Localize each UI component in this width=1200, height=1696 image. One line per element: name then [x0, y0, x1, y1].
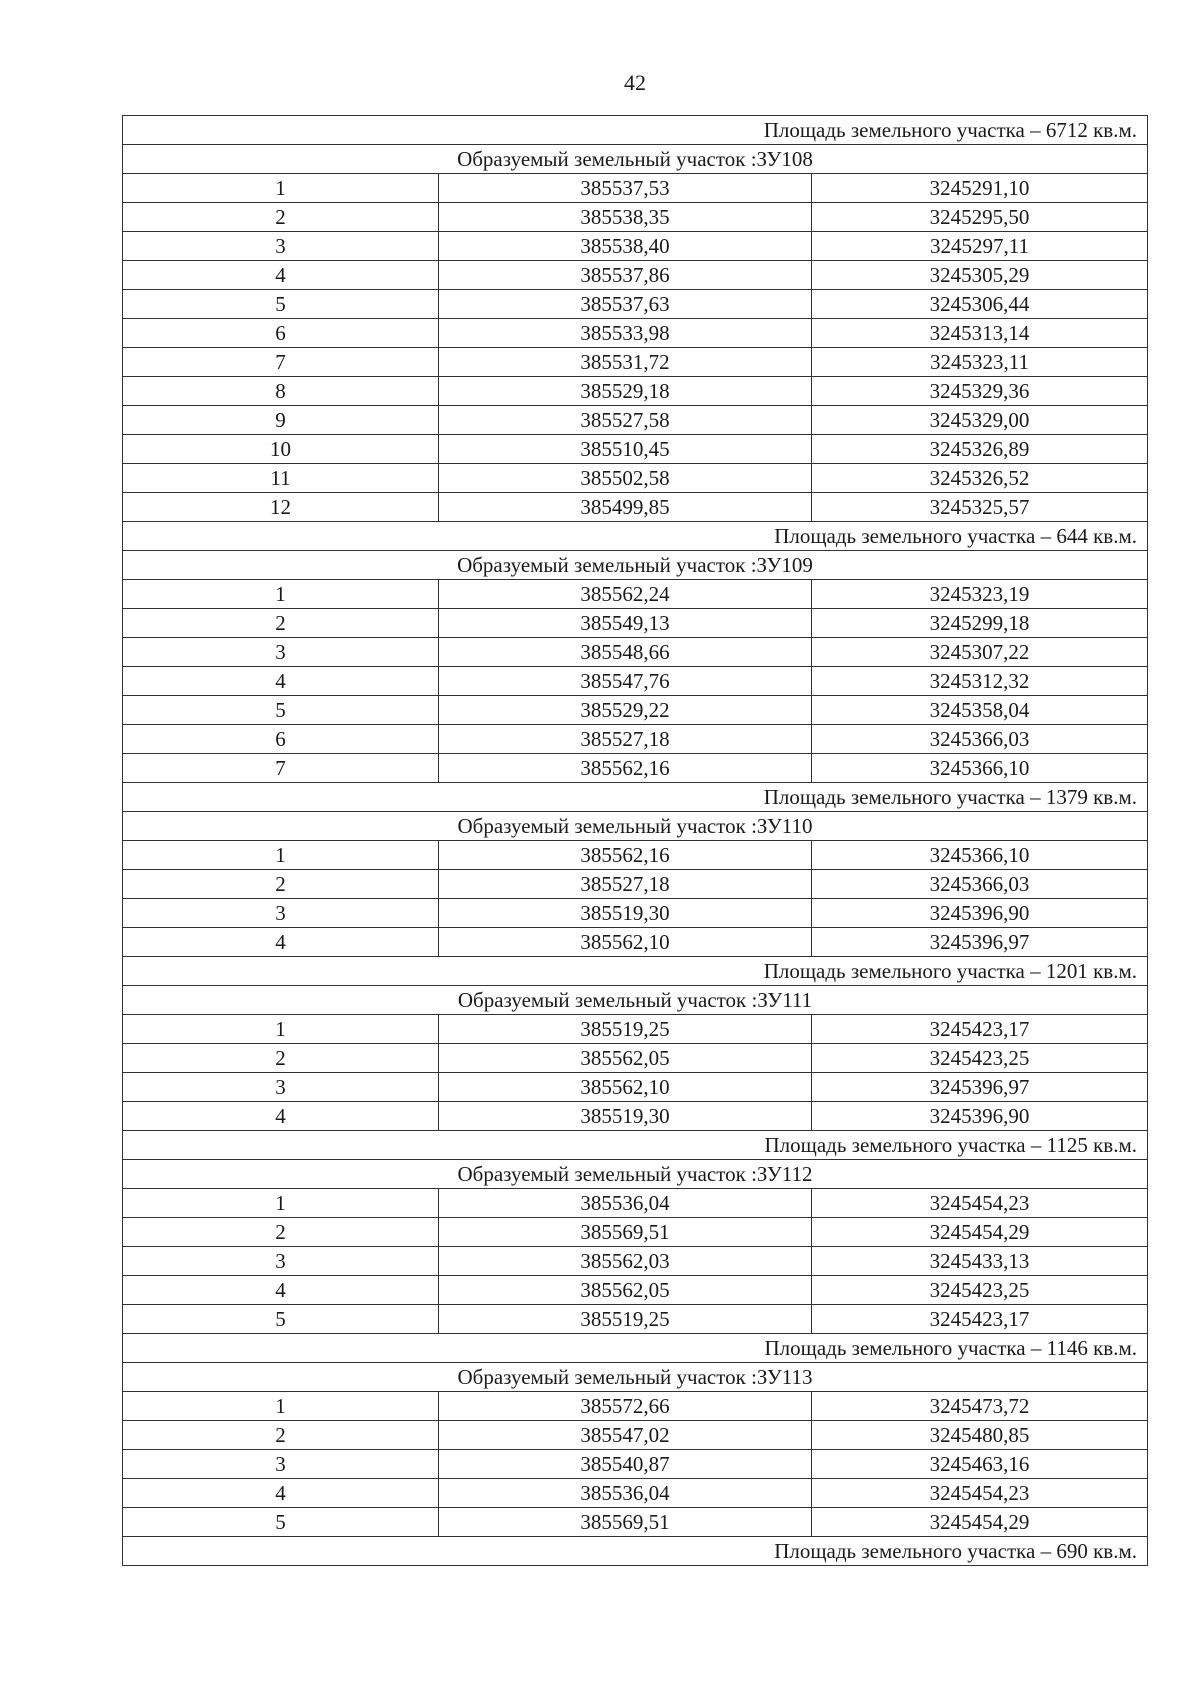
point-number: 1: [123, 1392, 439, 1421]
page-number: 42: [624, 70, 646, 95]
x-coordinate: 385562,03: [439, 1247, 812, 1276]
x-coordinate: 385569,51: [439, 1508, 812, 1537]
area-row: [123, 1537, 1148, 1566]
coordinate-row: [123, 1392, 1148, 1421]
point-number: 1: [123, 174, 439, 203]
point-number: 1: [123, 1189, 439, 1218]
point-number: 4: [123, 667, 439, 696]
y-coordinate: 3245396,90: [812, 1102, 1148, 1131]
x-coordinate: 385527,18: [439, 870, 812, 899]
coordinate-row: [123, 899, 1148, 928]
y-coordinate: 3245396,97: [812, 928, 1148, 957]
point-number: 1: [123, 841, 439, 870]
y-coordinate: 3245326,52: [812, 464, 1148, 493]
point-number: 5: [123, 696, 439, 725]
point-number: 3: [123, 1247, 439, 1276]
x-coordinate: 385527,18: [439, 725, 812, 754]
parcel-area-text: Площадь земельного участка – 1201 кв.м.: [123, 957, 1148, 986]
y-coordinate: 3245423,17: [812, 1015, 1148, 1044]
parcel-title-row: [123, 812, 1148, 841]
x-coordinate: 385562,05: [439, 1044, 812, 1073]
coordinate-row: [123, 1305, 1148, 1334]
coordinate-row: [123, 290, 1148, 319]
x-coordinate: 385536,04: [439, 1479, 812, 1508]
coordinate-row: [123, 580, 1148, 609]
x-coordinate: 385548,66: [439, 638, 812, 667]
x-coordinate: 385538,40: [439, 232, 812, 261]
x-coordinate: 385533,98: [439, 319, 812, 348]
y-coordinate: 3245396,90: [812, 899, 1148, 928]
y-coordinate: 3245423,17: [812, 1305, 1148, 1334]
y-coordinate: 3245366,03: [812, 725, 1148, 754]
coordinate-row: [123, 1508, 1148, 1537]
point-number: 1: [123, 580, 439, 609]
parcel-title: Образуемый земельный участок :ЗУ113: [123, 1363, 1148, 1392]
coordinate-row: [123, 1044, 1148, 1073]
y-coordinate: 3245473,72: [812, 1392, 1148, 1421]
y-coordinate: 3245454,23: [812, 1479, 1148, 1508]
parcel-title-row: [123, 1160, 1148, 1189]
point-number: 9: [123, 406, 439, 435]
point-number: 1: [123, 1015, 439, 1044]
x-coordinate: 385510,45: [439, 435, 812, 464]
point-number: 4: [123, 261, 439, 290]
point-number: 8: [123, 377, 439, 406]
parcel-area-text: Площадь земельного участка – 6712 кв.м.: [123, 116, 1148, 145]
y-coordinate: 3245463,16: [812, 1450, 1148, 1479]
coordinate-row: [123, 1276, 1148, 1305]
x-coordinate: 385569,51: [439, 1218, 812, 1247]
coordinate-row: [123, 1479, 1148, 1508]
point-number: 2: [123, 1218, 439, 1247]
coordinate-row: [123, 1073, 1148, 1102]
area-row: [123, 522, 1148, 551]
point-number: 2: [123, 609, 439, 638]
area-row: [123, 116, 1148, 145]
coordinate-row: [123, 725, 1148, 754]
coordinate-row: [123, 754, 1148, 783]
parcel-area-text: Площадь земельного участка – 1125 кв.м.: [123, 1131, 1148, 1160]
y-coordinate: 3245323,19: [812, 580, 1148, 609]
x-coordinate: 385572,66: [439, 1392, 812, 1421]
coordinate-row: [123, 203, 1148, 232]
x-coordinate: 385519,30: [439, 1102, 812, 1131]
parcel-title-row: [123, 1363, 1148, 1392]
y-coordinate: 3245325,57: [812, 493, 1148, 522]
point-number: 4: [123, 1102, 439, 1131]
point-number: 2: [123, 1044, 439, 1073]
y-coordinate: 3245423,25: [812, 1044, 1148, 1073]
x-coordinate: 385562,10: [439, 1073, 812, 1102]
point-number: 4: [123, 1276, 439, 1305]
y-coordinate: 3245454,29: [812, 1508, 1148, 1537]
y-coordinate: 3245291,10: [812, 174, 1148, 203]
x-coordinate: 385537,86: [439, 261, 812, 290]
parcel-area-text: Площадь земельного участка – 690 кв.м.: [123, 1537, 1148, 1566]
x-coordinate: 385519,25: [439, 1305, 812, 1334]
parcel-title: Образуемый земельный участок :ЗУ111: [123, 986, 1148, 1015]
y-coordinate: 3245366,03: [812, 870, 1148, 899]
y-coordinate: 3245323,11: [812, 348, 1148, 377]
point-number: 4: [123, 928, 439, 957]
parcel-title: Образуемый земельный участок :ЗУ110: [123, 812, 1148, 841]
coordinate-row: [123, 1450, 1148, 1479]
x-coordinate: 385562,10: [439, 928, 812, 957]
y-coordinate: 3245358,04: [812, 696, 1148, 725]
coordinate-row: [123, 928, 1148, 957]
x-coordinate: 385547,76: [439, 667, 812, 696]
x-coordinate: 385538,35: [439, 203, 812, 232]
point-number: 7: [123, 348, 439, 377]
coordinate-row: [123, 1247, 1148, 1276]
y-coordinate: 3245329,00: [812, 406, 1148, 435]
x-coordinate: 385519,30: [439, 899, 812, 928]
coordinate-row: [123, 435, 1148, 464]
parcel-title: Образуемый земельный участок :ЗУ109: [123, 551, 1148, 580]
x-coordinate: 385531,72: [439, 348, 812, 377]
coordinate-row: [123, 609, 1148, 638]
coordinate-row: [123, 1189, 1148, 1218]
coordinate-row: [123, 1421, 1148, 1450]
y-coordinate: 3245313,14: [812, 319, 1148, 348]
point-number: 2: [123, 203, 439, 232]
coordinates-table: [122, 115, 1148, 1566]
point-number: 3: [123, 232, 439, 261]
y-coordinate: 3245326,89: [812, 435, 1148, 464]
point-number: 2: [123, 870, 439, 899]
parcel-title-row: [123, 986, 1148, 1015]
parcel-area-text: Площадь земельного участка – 1146 кв.м.: [123, 1334, 1148, 1363]
x-coordinate: 385537,63: [439, 290, 812, 319]
area-row: [123, 1334, 1148, 1363]
x-coordinate: 385540,87: [439, 1450, 812, 1479]
point-number: 3: [123, 1073, 439, 1102]
coordinate-row: [123, 1015, 1148, 1044]
y-coordinate: 3245295,50: [812, 203, 1148, 232]
coordinate-row: [123, 696, 1148, 725]
parcel-title: Образуемый земельный участок :ЗУ108: [123, 145, 1148, 174]
coordinate-row: [123, 232, 1148, 261]
x-coordinate: 385562,24: [439, 580, 812, 609]
x-coordinate: 385499,85: [439, 493, 812, 522]
x-coordinate: 385562,16: [439, 841, 812, 870]
point-number: 6: [123, 319, 439, 348]
point-number: 5: [123, 1305, 439, 1334]
coordinate-row: [123, 406, 1148, 435]
coordinate-row: [123, 1102, 1148, 1131]
y-coordinate: 3245299,18: [812, 609, 1148, 638]
y-coordinate: 3245366,10: [812, 754, 1148, 783]
coordinate-row: [123, 1218, 1148, 1247]
parcel-title-row: [123, 145, 1148, 174]
coordinate-row: [123, 841, 1148, 870]
x-coordinate: 385502,58: [439, 464, 812, 493]
coordinate-row: [123, 348, 1148, 377]
coordinate-row: [123, 667, 1148, 696]
point-number: 11: [123, 464, 439, 493]
y-coordinate: 3245366,10: [812, 841, 1148, 870]
x-coordinate: 385536,04: [439, 1189, 812, 1218]
point-number: 2: [123, 1421, 439, 1450]
parcel-area-text: Площадь земельного участка – 1379 кв.м.: [123, 783, 1148, 812]
point-number: 5: [123, 290, 439, 319]
coordinate-row: [123, 261, 1148, 290]
x-coordinate: 385562,05: [439, 1276, 812, 1305]
coordinate-row: [123, 319, 1148, 348]
area-row: [123, 957, 1148, 986]
area-row: [123, 783, 1148, 812]
coordinate-row: [123, 870, 1148, 899]
y-coordinate: 3245423,25: [812, 1276, 1148, 1305]
area-row: [123, 1131, 1148, 1160]
point-number: 12: [123, 493, 439, 522]
point-number: 4: [123, 1479, 439, 1508]
x-coordinate: 385529,18: [439, 377, 812, 406]
y-coordinate: 3245312,32: [812, 667, 1148, 696]
coordinate-row: [123, 638, 1148, 667]
y-coordinate: 3245433,13: [812, 1247, 1148, 1276]
y-coordinate: 3245329,36: [812, 377, 1148, 406]
point-number: 3: [123, 899, 439, 928]
parcel-title-row: [123, 551, 1148, 580]
coordinates-table-body: [123, 116, 1148, 1566]
point-number: 6: [123, 725, 439, 754]
y-coordinate: 3245396,97: [812, 1073, 1148, 1102]
point-number: 7: [123, 754, 439, 783]
y-coordinate: 3245480,85: [812, 1421, 1148, 1450]
y-coordinate: 3245454,23: [812, 1189, 1148, 1218]
coordinate-row: [123, 174, 1148, 203]
point-number: 3: [123, 1450, 439, 1479]
y-coordinate: 3245454,29: [812, 1218, 1148, 1247]
x-coordinate: 385519,25: [439, 1015, 812, 1044]
y-coordinate: 3245297,11: [812, 232, 1148, 261]
x-coordinate: 385547,02: [439, 1421, 812, 1450]
y-coordinate: 3245306,44: [812, 290, 1148, 319]
coordinate-row: [123, 493, 1148, 522]
point-number: 3: [123, 638, 439, 667]
x-coordinate: 385537,53: [439, 174, 812, 203]
point-number: 5: [123, 1508, 439, 1537]
parcel-title: Образуемый земельный участок :ЗУ112: [123, 1160, 1148, 1189]
x-coordinate: 385527,58: [439, 406, 812, 435]
point-number: 10: [123, 435, 439, 464]
parcel-area-text: Площадь земельного участка – 644 кв.м.: [123, 522, 1148, 551]
y-coordinate: 3245305,29: [812, 261, 1148, 290]
x-coordinate: 385529,22: [439, 696, 812, 725]
coordinate-row: [123, 377, 1148, 406]
x-coordinate: 385562,16: [439, 754, 812, 783]
x-coordinate: 385549,13: [439, 609, 812, 638]
coordinate-row: [123, 464, 1148, 493]
y-coordinate: 3245307,22: [812, 638, 1148, 667]
